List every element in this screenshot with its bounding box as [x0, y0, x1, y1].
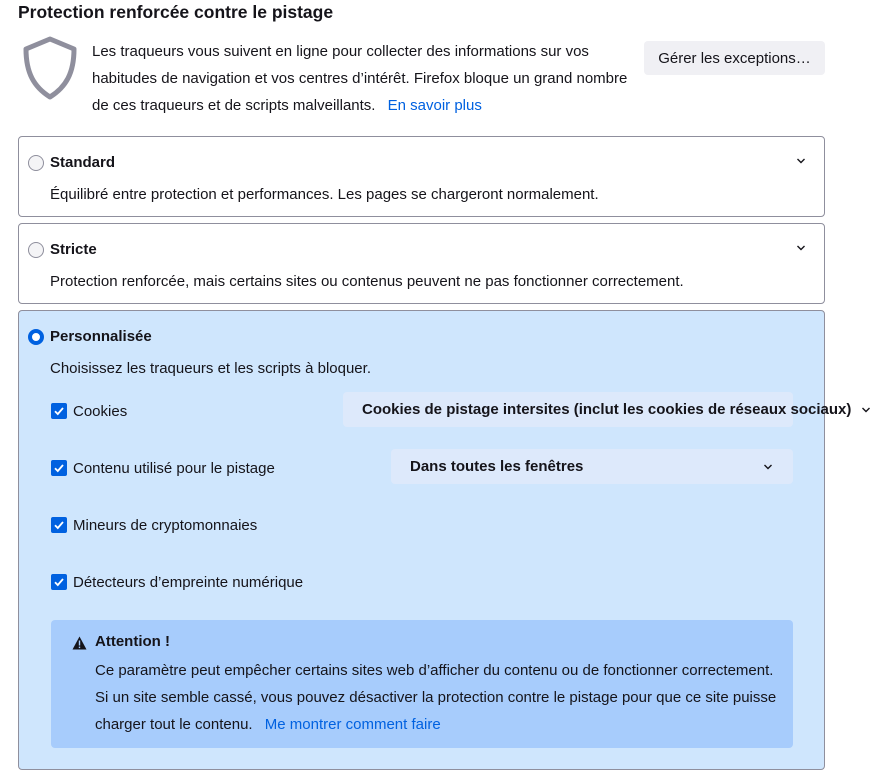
- tracking-content-select[interactable]: [391, 449, 793, 484]
- strict-radio[interactable]: [28, 242, 44, 258]
- cryptominers-label: Mineurs de cryptomonnaies: [73, 516, 258, 534]
- cryptominers-checkbox[interactable]: [51, 517, 67, 533]
- fingerprinters-checkbox[interactable]: [51, 574, 67, 590]
- cryptominers-row[interactable]: [51, 516, 257, 534]
- tracking-content-select-value: Dans toutes les fenêtres: [410, 458, 584, 475]
- warning-text: Ce paramètre peut empêcher certains sites web d’afficher du contenu ou de fonctionner correctement. Si un site semble cassé, vous pouvez désactiver la protection contre le pistage pour que ce site puisse charger tout le contenu.: [95, 662, 777, 733]
- checkmark-icon: [53, 576, 65, 588]
- standard-description: Équilibré entre protection et performances. Les pages se chargeront normalement.: [50, 186, 599, 203]
- cookies-label: Cookies: [73, 402, 128, 420]
- cookies-row[interactable]: [51, 402, 127, 420]
- chevron-down-icon[interactable]: [796, 243, 806, 253]
- warning-icon: [72, 636, 87, 650]
- shield-icon: [20, 35, 80, 101]
- cookies-checkbox[interactable]: [51, 403, 67, 419]
- warning-title: Attention !: [95, 633, 170, 650]
- show-me-how-link[interactable]: Me montrer comment faire: [264, 716, 441, 733]
- warning-box: [51, 620, 793, 748]
- tracking-content-label: Contenu utilisé pour le pistage: [73, 459, 275, 477]
- chevron-down-icon: [763, 462, 773, 472]
- checkmark-icon: [53, 519, 65, 531]
- tracking-content-checkbox[interactable]: [51, 460, 67, 476]
- custom-description: Choisissez les traqueurs et les scripts à bloquer.: [50, 360, 371, 377]
- strict-description: Protection renforcée, mais certains sites ou contenus peuvent ne pas fonctionner correctement.: [50, 273, 684, 290]
- learn-more-link[interactable]: En savoir plus: [387, 97, 482, 114]
- manage-exceptions-button[interactable]: Gérer les exceptions…: [644, 41, 825, 75]
- custom-label: Personnalisée: [50, 328, 152, 345]
- description-text: Les traqueurs vous suivent en ligne pour collecter des informations sur vos habitudes de navigation et vos centres d’intérêt. Firefox bloque un grand nombre de ces traqueurs et de scripts malveillants.: [92, 43, 628, 114]
- cookies-select[interactable]: [343, 392, 852, 427]
- section-description: [92, 38, 637, 119]
- warning-message: [95, 657, 785, 738]
- chevron-down-icon: [861, 405, 871, 415]
- standard-label: Standard: [50, 154, 116, 171]
- strict-label: Stricte: [50, 241, 97, 258]
- tracking-content-row[interactable]: [51, 459, 275, 477]
- fingerprinters-label: Détecteurs d’empreinte numérique: [73, 573, 304, 591]
- cookies-select-value: Cookies de pistage intersites (inclut les cookies de réseaux sociaux): [362, 401, 852, 418]
- checkmark-icon: [53, 405, 65, 417]
- standard-radio[interactable]: [28, 155, 44, 171]
- option-strict[interactable]: [18, 223, 825, 304]
- section-title: Protection renforcée contre le pistage: [18, 2, 334, 22]
- custom-radio[interactable]: [28, 329, 44, 345]
- option-standard[interactable]: [18, 136, 825, 217]
- option-custom[interactable]: [18, 310, 852, 770]
- chevron-down-icon[interactable]: [796, 156, 806, 166]
- fingerprinters-row[interactable]: [51, 573, 303, 591]
- checkmark-icon: [53, 462, 65, 474]
